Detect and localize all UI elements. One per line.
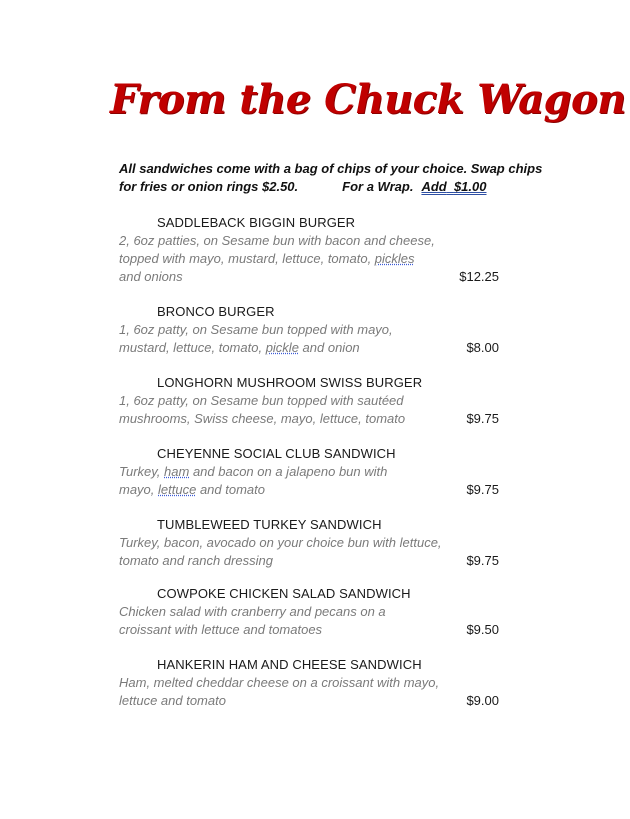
desc-line: Turkey, ham and bacon on a jalapeno bun with	[119, 464, 388, 479]
menu-title: From the Chuck Wagon	[110, 76, 626, 123]
add-label: Add	[421, 179, 447, 194]
item-name: CHEYENNE SOCIAL CLUB SANDWICH	[157, 446, 396, 461]
menu-item	[119, 585, 499, 639]
item-price: $9.75	[466, 411, 499, 426]
desc-line: mushrooms, Swiss cheese, mayo, lettuce, tomato	[119, 411, 406, 426]
desc-line: croissant with lettuce and tomatoes	[119, 622, 323, 637]
item-price: $12.25	[459, 269, 499, 284]
item-price: $9.75	[466, 553, 499, 568]
desc-line: lettuce and tomato	[119, 693, 226, 708]
item-name: HANKERIN HAM AND CHEESE SANDWICH	[157, 657, 422, 672]
desc-line: and onions	[119, 269, 183, 284]
item-price: $8.00	[466, 340, 499, 355]
menu-item	[119, 303, 499, 357]
item-price: $9.00	[466, 693, 499, 708]
spellcheck-word: pickles	[374, 251, 415, 266]
desc-line: mayo, lettuce and tomato	[119, 482, 265, 497]
menu-intro	[119, 160, 559, 196]
intro-swap-text: for fries or onion rings $2.50.	[119, 179, 299, 194]
item-description	[119, 321, 454, 357]
item-name: SADDLEBACK BIGGIN BURGER	[157, 215, 356, 230]
desc-line: 1, 6oz patty, on Sesame bun topped with mayo,	[119, 322, 393, 337]
add-price: $1.00	[453, 179, 487, 194]
desc-line: 1, 6oz patty, on Sesame bun topped with sautéed	[119, 393, 404, 408]
spellcheck-word: lettuce	[158, 482, 197, 497]
menu-item	[119, 374, 499, 428]
item-description	[119, 392, 454, 428]
desc-line: 2, 6oz patties, on Sesame bun with bacon and cheese,	[119, 233, 435, 248]
item-description	[119, 463, 454, 499]
item-name: LONGHORN MUSHROOM SWISS BURGER	[157, 375, 423, 390]
desc-line: Chicken salad with cranberry and pecans on a	[119, 604, 386, 619]
item-name: COWPOKE CHICKEN SALAD SANDWICH	[157, 586, 411, 601]
item-description	[119, 674, 454, 710]
spellcheck-word: ham	[164, 464, 190, 479]
item-price: $9.75	[466, 482, 499, 497]
desc-line: Turkey, bacon, avocado on your choice bun with lettuce,	[119, 535, 442, 550]
menu-item	[119, 656, 499, 710]
menu-item	[119, 516, 499, 570]
desc-line: Ham, melted cheddar cheese on a croissant with mayo,	[119, 675, 440, 690]
item-description	[119, 232, 454, 286]
intro-line-1: All sandwiches come with a bag of chips of your choice. Swap chips	[119, 161, 543, 176]
desc-line: mustard, lettuce, tomato, pickle and onion	[119, 340, 360, 355]
wrap-label: For a Wrap.	[342, 179, 414, 194]
menu-item	[119, 445, 499, 499]
item-name: TUMBLEWEED TURKEY SANDWICH	[157, 517, 382, 532]
desc-line: topped with mayo, mustard, lettuce, tomato, pickles	[119, 251, 415, 266]
spellcheck-word: pickle	[265, 340, 299, 355]
item-description	[119, 534, 454, 570]
menu-item	[119, 214, 499, 286]
wrap-add-price	[421, 179, 486, 194]
intro-line-2	[119, 178, 559, 196]
item-price: $9.50	[466, 622, 499, 637]
desc-line: tomato and ranch dressing	[119, 553, 273, 568]
item-description	[119, 603, 454, 639]
item-name: BRONCO BURGER	[157, 304, 275, 319]
